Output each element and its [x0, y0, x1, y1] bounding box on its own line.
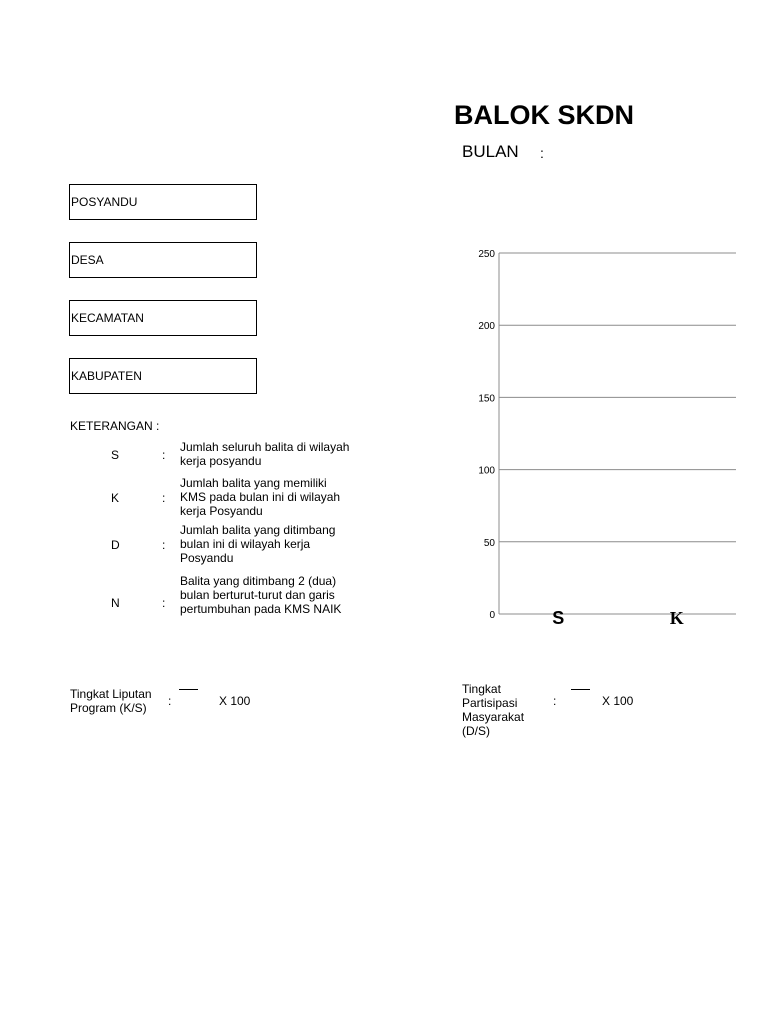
chart-y-tick-label: 250 [478, 249, 495, 260]
partisipasi-masyarakat-colon: : [553, 694, 557, 708]
desa-field[interactable] [69, 242, 257, 278]
keterangan-colon: : [162, 538, 166, 552]
keterangan-code: S [111, 448, 120, 462]
keterangan-colon: : [162, 448, 166, 462]
chart-y-tick-label: 200 [478, 321, 495, 333]
partisipasi-masyarakat-multiplier: X 100 [602, 694, 634, 708]
keterangan-desc: Jumlah seluruh balita di wilayah kerja posyandu [180, 440, 350, 468]
chart-category-label: K [669, 608, 684, 628]
bulan-colon: : [540, 145, 544, 161]
page-title: BALOK SKDN [454, 100, 634, 130]
keterangan-code: D [111, 538, 120, 552]
posyandu-field[interactable] [69, 184, 257, 220]
chart-y-ticks [478, 249, 495, 621]
posyandu-label: POSYANDU [71, 195, 138, 209]
liputan-program-colon: : [168, 694, 172, 708]
keterangan-code: N [111, 596, 120, 610]
skdn-bar-chart [460, 240, 750, 640]
keterangan-colon: : [162, 596, 166, 610]
chart-category-label: S [552, 608, 565, 628]
partisipasi-masyarakat-fraction-line [571, 689, 590, 690]
chart-y-tick-label: 50 [483, 537, 495, 549]
keterangan-code: K [111, 491, 120, 505]
chart-category-labels [552, 608, 684, 628]
kecamatan-label: KECAMATAN [71, 311, 144, 325]
partisipasi-masyarakat-label: Tingkat Partisipasi Masyarakat (D/S) [462, 682, 525, 738]
kecamatan-field[interactable] [69, 300, 257, 336]
chart-gridlines [499, 253, 736, 614]
keterangan-desc: Jumlah balita yang memiliki KMS pada bulan ini di wilayah kerja Posyandu [180, 476, 341, 518]
keterangan-desc: Jumlah balita yang ditimbang bulan ini di wilayah kerja Posyandu [180, 523, 336, 565]
keterangan-colon: : [162, 491, 166, 505]
keterangan-title: KETERANGAN : [70, 419, 160, 433]
chart-y-tick-label: 100 [478, 465, 495, 477]
liputan-program-label: Tingkat Liputan Program (K/S) [70, 687, 152, 715]
kabupaten-field[interactable] [69, 358, 257, 394]
chart-y-tick-label: 0 [489, 610, 495, 621]
bulan-label: BULAN [462, 142, 519, 161]
desa-label: DESA [71, 253, 104, 267]
liputan-program-fraction-line [179, 689, 198, 690]
chart-y-tick-label: 150 [478, 393, 495, 405]
liputan-program-multiplier: X 100 [219, 694, 251, 708]
keterangan-desc: Balita yang ditimbang 2 (dua) bulan berturut-turut dan garis pertumbuhan pada KMS NAIK [180, 574, 342, 616]
kabupaten-label: KABUPATEN [71, 369, 142, 383]
